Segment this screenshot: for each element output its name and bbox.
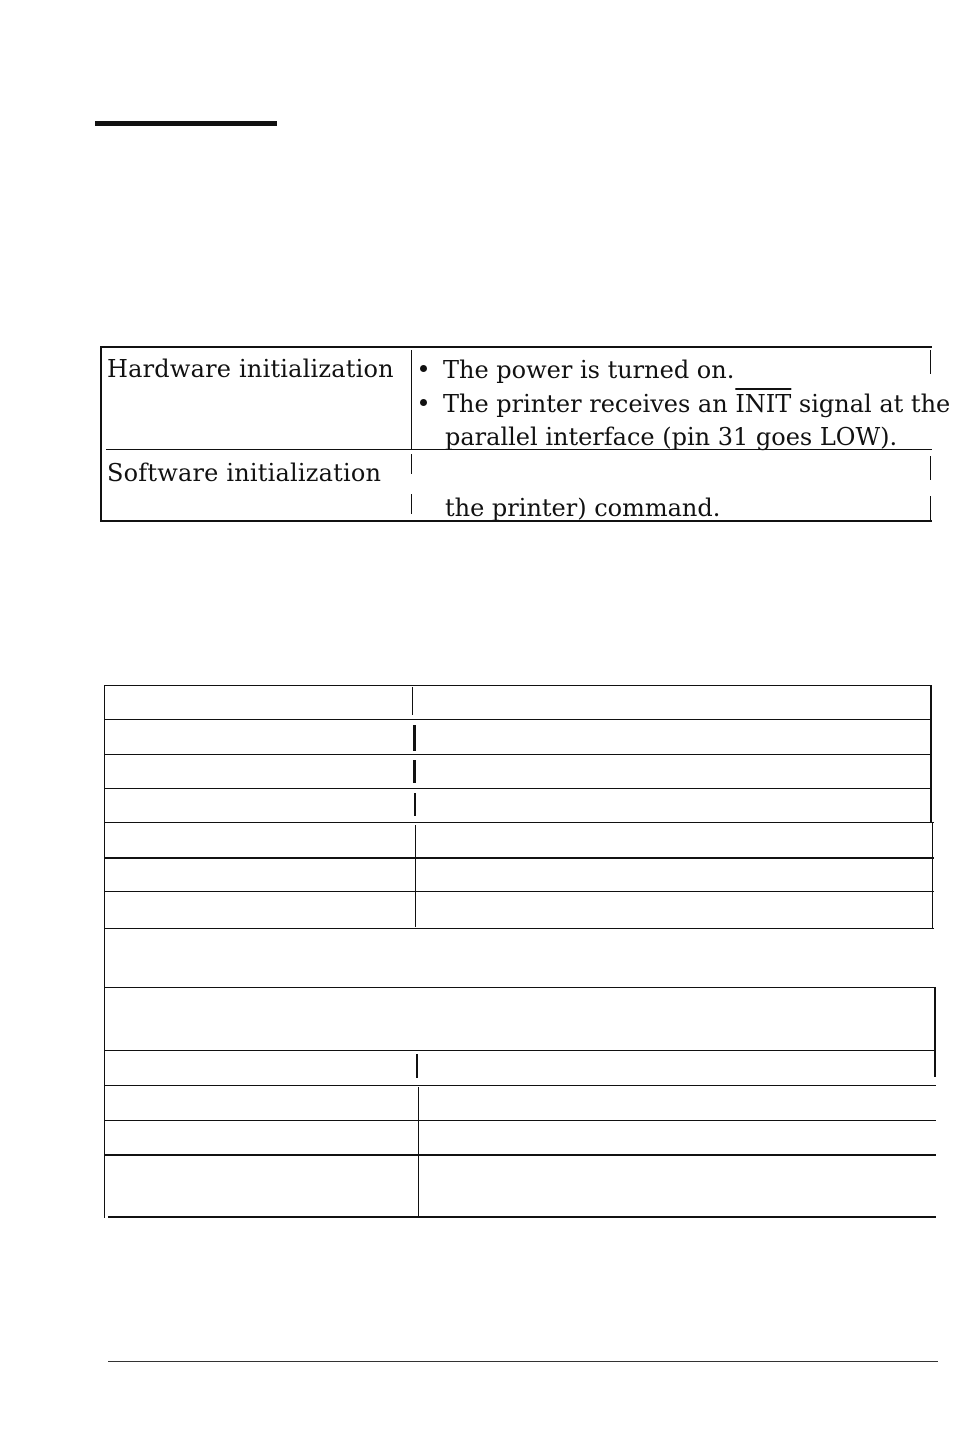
- table-row-divider: [104, 822, 934, 823]
- table-row-divider: [104, 719, 932, 720]
- table-row-divider: [104, 857, 934, 859]
- table-border-right: [932, 822, 933, 928]
- table-column-divider: [416, 1054, 418, 1078]
- bullet-icon: [420, 399, 427, 406]
- table-column-divider: [414, 793, 416, 816]
- table-border-right: [930, 685, 932, 822]
- table-row-divider: [104, 1050, 936, 1051]
- table-border-right: [934, 987, 936, 1077]
- table-border-right: [930, 350, 931, 374]
- hardware-initialization-label: Hardware initialization: [107, 355, 394, 383]
- table-row-divider: [104, 754, 932, 755]
- table-border-top: [100, 346, 932, 348]
- table-column-divider: [413, 760, 416, 783]
- list-item: The printer receives an INIT signal at the: [420, 390, 950, 418]
- footer-rule: [108, 1361, 938, 1362]
- table-column-divider: [411, 454, 412, 474]
- table-row-divider: [104, 685, 932, 686]
- software-initialization-text: the printer) command.: [445, 494, 721, 522]
- table-row-divider: [104, 928, 934, 929]
- table-border-right: [930, 456, 931, 480]
- bullet-icon: [420, 365, 427, 372]
- list-item-continuation: parallel interface (pin 31 goes LOW).: [445, 423, 898, 451]
- table-column-divider: [413, 725, 416, 751]
- table-column-divider: [418, 1087, 419, 1216]
- table-border-left: [104, 685, 105, 1218]
- software-initialization-label: Software initialization: [107, 459, 382, 487]
- section-rule: [95, 121, 277, 126]
- list-item: The power is turned on.: [420, 356, 734, 384]
- table-border-left: [100, 346, 102, 522]
- table-column-divider: [412, 687, 413, 715]
- table-row-divider: [104, 987, 936, 988]
- table-column-divider: [415, 825, 416, 927]
- table-row-divider: [104, 891, 934, 892]
- table-column-divider: [411, 350, 412, 450]
- table-border-right: [930, 496, 931, 520]
- settings-table: [104, 685, 936, 1218]
- table-row-divider: [104, 1085, 936, 1086]
- initialization-table: [100, 346, 951, 522]
- table-row-divider: [104, 1154, 936, 1156]
- table-border-bottom: [108, 1216, 936, 1218]
- table-column-divider: [411, 494, 412, 514]
- table-row-divider: [104, 1120, 936, 1121]
- table-row-divider: [104, 788, 932, 789]
- init-signal-name: INIT: [735, 390, 792, 418]
